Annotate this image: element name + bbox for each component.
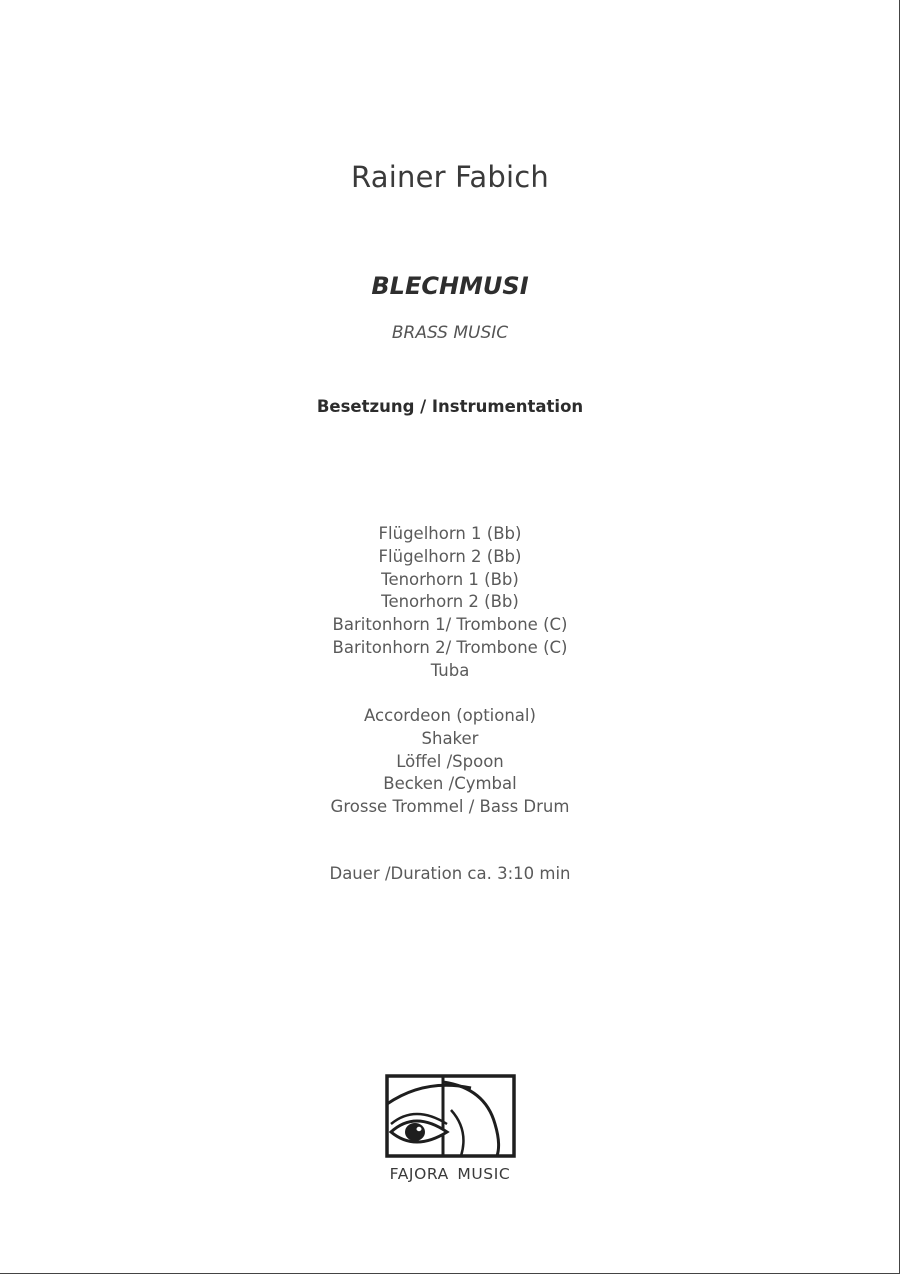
composer-name: Rainer Fabich	[351, 160, 549, 194]
piece-subtitle: BRASS MUSIC	[391, 323, 509, 343]
instrument-item: Baritonhorn 1/ Trombone (C)	[332, 615, 568, 635]
additional-instrument-list	[0, 705, 900, 819]
piece-title: BLECHMUSI	[371, 272, 529, 300]
instrument-item: Tenorhorn 1 (Bb)	[381, 569, 519, 589]
instrument-item: Flügelhorn 1 (Bb)	[378, 524, 522, 543]
instrument-item: Tenorhorn 2 (Bb)	[381, 592, 519, 612]
instrument-item: Accordeon (optional)	[364, 706, 536, 725]
instrument-item: Tuba	[430, 660, 470, 680]
instrument-item: Shaker	[421, 728, 479, 748]
instrument-item: Grosse Trommel / Bass Drum	[330, 797, 570, 817]
instrument-item: Baritonhorn 2/ Trombone (C)	[332, 637, 568, 657]
instrument-item: Becken /Cymbal	[383, 774, 517, 794]
instrumentation-heading: Besetzung / Instrumentation	[316, 397, 584, 416]
instrument-item: Löffel /Spoon	[396, 751, 504, 771]
duration-text: Dauer /Duration ca. 3:10 min	[329, 864, 571, 883]
eye-logo-icon	[385, 1074, 516, 1158]
brass-instrument-list	[0, 523, 900, 683]
publisher-name: FAJORA MUSIC	[389, 1165, 511, 1183]
instrument-item: Flügelhorn 2 (Bb)	[378, 546, 522, 566]
